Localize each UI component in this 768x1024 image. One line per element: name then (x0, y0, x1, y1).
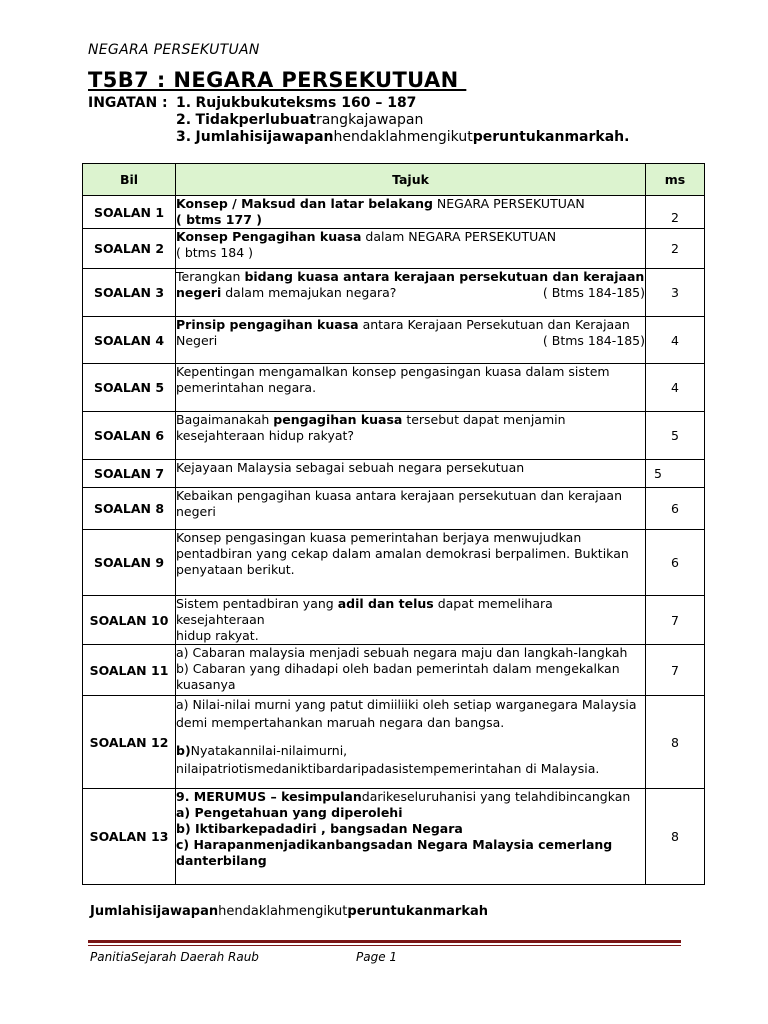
tajuk-text: Kebaikan pengagihan kuasa antara kerajaan persekutuan dan kerajaan (176, 488, 623, 503)
table-row (83, 269, 705, 317)
row-tajuk (176, 196, 646, 229)
tajuk-text: Kejayaan Malaysia sebagai sebuah negara persekutuan (176, 460, 525, 475)
ingatan-item-3-bold2: peruntukanmarkah. (472, 129, 630, 145)
footer-rule (88, 940, 681, 943)
tajuk-text: Nyatakannilai-nilaimurni, (190, 743, 348, 758)
tajuk-text: dalam NEGARA PERSEKUTUAN (361, 229, 557, 244)
tajuk-bold: pengagihan kuasa (273, 412, 403, 427)
row-tajuk (176, 696, 646, 789)
table-row (83, 196, 705, 229)
row-bil: SOALAN 3 (83, 269, 176, 317)
tajuk-text: Bagaimanakah (176, 412, 274, 427)
table-row (83, 645, 705, 696)
tajuk-text: pemerintahan negara. (176, 380, 317, 395)
tajuk-bold: c) Harapanmenjadikanbangsadan Negara Malaysia cemerlang (176, 837, 613, 852)
row-ms: 7 (646, 645, 705, 696)
footer-note (90, 904, 488, 919)
soalan-table (82, 163, 705, 885)
tajuk-text: nilaipatriotismedaniktibardaripadasistempemerintahan di Malaysia. (176, 761, 600, 776)
row-bil: SOALAN 9 (83, 530, 176, 596)
tajuk-text: Negeri (176, 333, 218, 348)
tajuk-text: dapat memelihara kesejahteraan (176, 596, 553, 627)
table-row (83, 229, 705, 269)
row-tajuk (176, 645, 646, 696)
row-ms: 4 (646, 364, 705, 412)
running-header: NEGARA PERSEKUTUAN (88, 42, 260, 58)
header-bil: Bil (83, 164, 176, 196)
row-bil: SOALAN 11 (83, 645, 176, 696)
header-ms: ms (646, 164, 705, 196)
row-bil: SOALAN 6 (83, 412, 176, 460)
tajuk-text: Kepentingan mengamalkan konsep pengasingan kuasa dalam sistem (176, 364, 610, 379)
row-tajuk (176, 530, 646, 596)
ingatan-label: INGATAN : (88, 95, 168, 111)
table-row (83, 364, 705, 412)
row-bil: SOALAN 8 (83, 488, 176, 530)
tajuk-text: demi mempertahankan maruah negara dan bangsa. (176, 715, 505, 730)
table-header-row (83, 164, 705, 196)
row-ms: 8 (646, 696, 705, 789)
table-row (83, 460, 705, 488)
row-tajuk (176, 364, 646, 412)
row-ms: 6 (646, 488, 705, 530)
tajuk-text: kesejahteraan hidup rakyat? (176, 428, 355, 443)
tajuk-bold: Konsep Pengagihan kuasa (176, 229, 362, 244)
tajuk-text: a) Nilai-nilai murni yang patut dimiiliiki oleh setiap warganegara Malaysia (176, 697, 637, 712)
footer-note-bold2: peruntukanmarkah (347, 904, 488, 919)
table-row (83, 530, 705, 596)
row-tajuk (176, 460, 646, 488)
row-bil: SOALAN 1 (83, 196, 176, 229)
ingatan-num-2: 2. (176, 112, 192, 128)
tajuk-ref: ( Btms 184-185) (542, 285, 645, 300)
footer-note-text: hendaklahmengikut (218, 904, 348, 919)
tajuk-bold: b) (176, 743, 191, 758)
row-ms: 3 (646, 269, 705, 317)
row-ms: 5 (646, 412, 705, 460)
tajuk-bold: 9. MERUMUS – kesimpulan (176, 789, 362, 804)
ingatan-num-1: 1. (176, 95, 192, 111)
footer-organization: PanitiaSejarah Daerah Raub (90, 950, 259, 964)
row-tajuk (176, 317, 646, 364)
table-row (83, 596, 705, 645)
row-tajuk (176, 269, 646, 317)
row-tajuk (176, 596, 646, 645)
tajuk-text: Terangkan (176, 269, 245, 284)
tajuk-ref: ( Btms 184-185) (542, 333, 645, 348)
page-title: T5B7 : NEGARA PERSEKUTUAN (88, 68, 467, 92)
tajuk-bold: adil dan telus (337, 596, 434, 611)
header-tajuk: Tajuk (176, 164, 646, 196)
tajuk-text: a) Cabaran malaysia menjadi sebuah negara maju dan langkah-langkah (176, 645, 628, 660)
tajuk-text: negeri (176, 504, 216, 519)
table-row (83, 696, 705, 789)
footer-rule-thin (88, 945, 681, 946)
row-bil: SOALAN 4 (83, 317, 176, 364)
ingatan-item-2-rest: rangkajawapan (315, 112, 424, 128)
ingatan-item-3-rest: hendaklahmengikut (333, 129, 473, 145)
row-tajuk (176, 789, 646, 885)
ingatan-item-2-bold: Tidakperlubuat (195, 112, 316, 128)
row-bil: SOALAN 2 (83, 229, 176, 269)
tajuk-text: Sistem pentadbiran yang (176, 596, 338, 611)
row-ms: 2 (646, 229, 705, 269)
tajuk-text: penyataan berikut. (176, 562, 295, 577)
row-bil: SOALAN 13 (83, 789, 176, 885)
table-row (83, 317, 705, 364)
tajuk-text: dalam memajukan negara? (221, 285, 397, 300)
row-bil: SOALAN 7 (83, 460, 176, 488)
row-ms: 5 (646, 460, 705, 488)
tajuk-bold: danterbilang (176, 853, 267, 868)
table-row (83, 488, 705, 530)
row-ms: 4 (646, 317, 705, 364)
row-bil: SOALAN 5 (83, 364, 176, 412)
tajuk-text: Konsep pengasingan kuasa pemerintahan berjaya menwujudkan (176, 530, 582, 545)
row-tajuk (176, 229, 646, 269)
ingatan-block (88, 95, 629, 146)
tajuk-text: darikeseluruhanisi yang telahdibincangkan (361, 789, 631, 804)
tajuk-text: tersebut dapat menjamin (402, 412, 566, 427)
tajuk-bold: Prinsip pengagihan kuasa (176, 317, 359, 332)
tajuk-bold: a) Pengetahuan yang diperolehi (176, 805, 403, 820)
footer-note-bold: Jumlahisijawapan (90, 904, 219, 919)
tajuk-text: pentadbiran yang cekap dalam amalan demokrasi berpalimen. Buktikan (176, 546, 629, 561)
row-tajuk (176, 488, 646, 530)
ingatan-item-3-bold: Jumlahisijawapan (195, 129, 334, 145)
row-ms: 7 (646, 596, 705, 645)
table-row (83, 789, 705, 885)
row-bil: SOALAN 12 (83, 696, 176, 789)
tajuk-bold: b) Iktibarkepadadiri , bangsadan Negara (176, 821, 463, 836)
tajuk-ref: ( btms 177 ) (176, 212, 262, 227)
row-ms: 8 (646, 789, 705, 885)
tajuk-bold: negeri (176, 285, 222, 300)
page-number: Page 1 (356, 950, 398, 964)
tajuk-text: hidup rakyat. (176, 628, 259, 643)
tajuk-bold: Konsep / Maksud dan latar belakang (176, 196, 433, 211)
ingatan-item-1: Rujukbukuteksms 160 – 187 (195, 95, 417, 111)
tajuk-bold: bidang kuasa antara kerajaan persekutuan dan kerajaan (244, 269, 645, 284)
tajuk-text: b) Cabaran yang dihadapi oleh badan pemerintah dalam mengekalkan (176, 661, 620, 676)
row-tajuk (176, 412, 646, 460)
table-row (83, 412, 705, 460)
row-ms: 6 (646, 530, 705, 596)
tajuk-ref: ( btms 184 ) (176, 245, 254, 260)
tajuk-text: NEGARA PERSEKUTUAN (432, 196, 585, 211)
row-ms: 2 (646, 196, 705, 229)
row-bil: SOALAN 10 (83, 596, 176, 645)
tajuk-text: antara Kerajaan Persekutuan dan Kerajaan (358, 317, 630, 332)
tajuk-text: kuasanya (176, 677, 236, 692)
ingatan-num-3: 3. (176, 129, 192, 145)
